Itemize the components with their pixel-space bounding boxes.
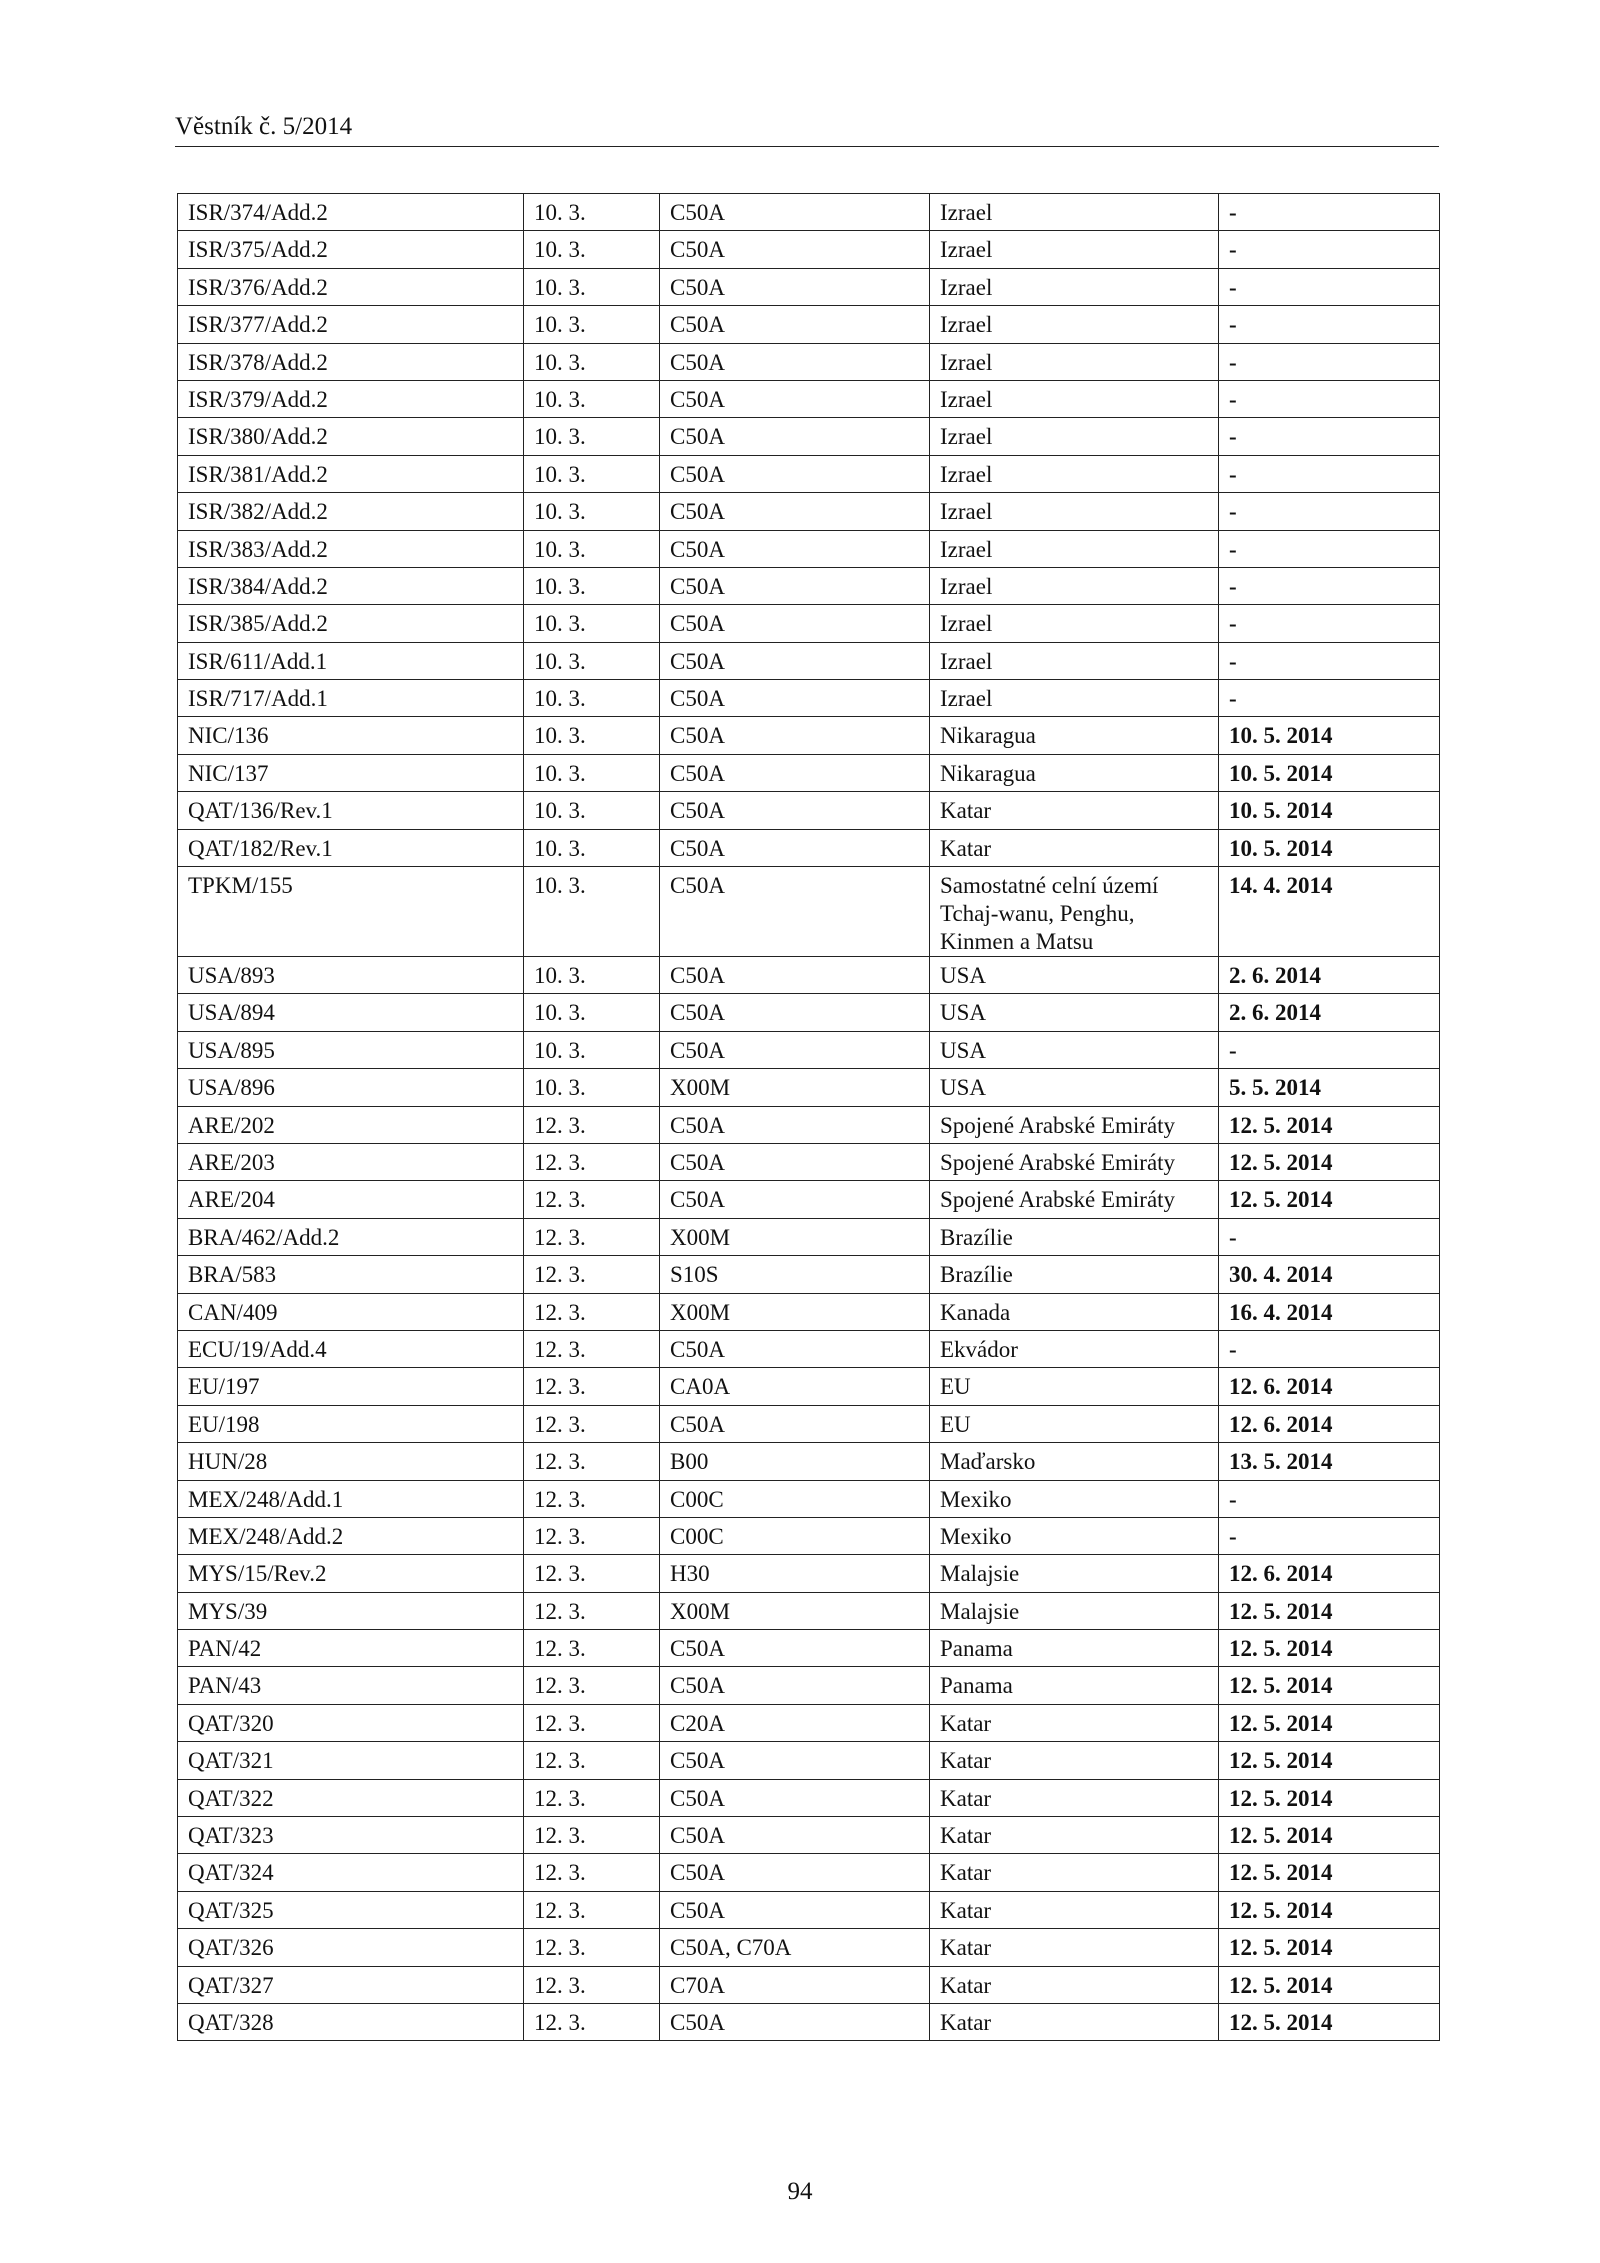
classification-cell: C50A (660, 1031, 930, 1068)
classification-cell: X00M (660, 1069, 930, 1106)
classification-cell: C50A (660, 754, 930, 791)
classification-cell: C50A (660, 680, 930, 717)
classification-cell: C50A (660, 380, 930, 417)
country-cell: Izrael (930, 231, 1219, 268)
notification-code-cell: ECU/19/Add.4 (178, 1330, 524, 1367)
country-cell: Panama (930, 1630, 1219, 1667)
country-cell: Izrael (930, 680, 1219, 717)
classification-cell: C50A (660, 957, 930, 994)
notification-code-cell: USA/894 (178, 994, 524, 1031)
notification-code-cell: EU/198 (178, 1405, 524, 1442)
notification-code-cell: QAT/322 (178, 1779, 524, 1816)
table-row (178, 493, 1440, 530)
classification-cell: C50A (660, 1181, 930, 1218)
date-cell: 10. 3. (524, 306, 660, 343)
country-cell: Kanada (930, 1293, 1219, 1330)
date-cell: 12. 3. (524, 1630, 660, 1667)
notifications-table (177, 193, 1440, 2041)
date-cell: 10. 3. (524, 380, 660, 417)
date-cell: 12. 3. (524, 1443, 660, 1480)
date-cell: 12. 3. (524, 1143, 660, 1180)
country-cell: Izrael (930, 380, 1219, 417)
deadline-cell: 10. 5. 2014 (1219, 829, 1440, 866)
classification-cell: X00M (660, 1293, 930, 1330)
table-row (178, 605, 1440, 642)
country-cell: Katar (930, 1817, 1219, 1854)
country-cell: Katar (930, 1742, 1219, 1779)
country-cell: Nikaragua (930, 717, 1219, 754)
classification-cell: X00M (660, 1592, 930, 1629)
deadline-cell: 12. 5. 2014 (1219, 1891, 1440, 1928)
deadline-cell: - (1219, 268, 1440, 305)
deadline-cell: 12. 5. 2014 (1219, 1929, 1440, 1966)
date-cell: 12. 3. (524, 1704, 660, 1741)
country-cell: Katar (930, 1854, 1219, 1891)
date-cell: 12. 3. (524, 1330, 660, 1367)
date-cell: 12. 3. (524, 1555, 660, 1592)
table-row (178, 1368, 1440, 1405)
country-cell: USA (930, 1069, 1219, 1106)
classification-cell: C50A (660, 1143, 930, 1180)
deadline-cell: - (1219, 1031, 1440, 1068)
notification-code-cell: QAT/324 (178, 1854, 524, 1891)
deadline-cell: 12. 5. 2014 (1219, 1966, 1440, 2003)
deadline-cell: 12. 6. 2014 (1219, 1405, 1440, 1442)
date-cell: 12. 3. (524, 1817, 660, 1854)
deadline-cell: 14. 4. 2014 (1219, 867, 1440, 957)
classification-cell: C50A (660, 2003, 930, 2040)
table-body (178, 194, 1440, 2041)
deadline-cell: - (1219, 418, 1440, 455)
table-row (178, 754, 1440, 791)
date-cell: 12. 3. (524, 1667, 660, 1704)
table-row (178, 1854, 1440, 1891)
deadline-cell: 2. 6. 2014 (1219, 957, 1440, 994)
deadline-cell: 10. 5. 2014 (1219, 754, 1440, 791)
country-cell: Izrael (930, 530, 1219, 567)
table-row (178, 717, 1440, 754)
deadline-cell: 12. 5. 2014 (1219, 1592, 1440, 1629)
notification-code-cell: ISR/717/Add.1 (178, 680, 524, 717)
country-cell: Brazílie (930, 1218, 1219, 1255)
notification-code-cell: QAT/325 (178, 1891, 524, 1928)
table-row (178, 642, 1440, 679)
country-cell: Malajsie (930, 1555, 1219, 1592)
notification-code-cell: ARE/204 (178, 1181, 524, 1218)
date-cell: 12. 3. (524, 1368, 660, 1405)
classification-cell: C50A (660, 493, 930, 530)
date-cell: 12. 3. (524, 1218, 660, 1255)
country-cell: Spojené Arabské Emiráty (930, 1106, 1219, 1143)
notification-code-cell: MEX/248/Add.2 (178, 1517, 524, 1554)
country-cell: Katar (930, 1929, 1219, 1966)
classification-cell: C50A (660, 567, 930, 604)
classification-cell: C50A (660, 1667, 930, 1704)
date-cell: 10. 3. (524, 829, 660, 866)
notification-code-cell: ISR/381/Add.2 (178, 455, 524, 492)
classification-cell: C50A (660, 455, 930, 492)
deadline-cell: 10. 5. 2014 (1219, 792, 1440, 829)
table-row (178, 567, 1440, 604)
date-cell: 12. 3. (524, 1480, 660, 1517)
country-cell: Izrael (930, 455, 1219, 492)
date-cell: 10. 3. (524, 680, 660, 717)
date-cell: 12. 3. (524, 1891, 660, 1928)
classification-cell: C50A (660, 306, 930, 343)
date-cell: 12. 3. (524, 1929, 660, 1966)
notification-code-cell: ISR/383/Add.2 (178, 530, 524, 567)
table-row (178, 1031, 1440, 1068)
country-cell: EU (930, 1405, 1219, 1442)
notification-code-cell: ISR/375/Add.2 (178, 231, 524, 268)
deadline-cell: 12. 5. 2014 (1219, 1817, 1440, 1854)
country-cell: Maďarsko (930, 1443, 1219, 1480)
date-cell: 10. 3. (524, 867, 660, 957)
table-row (178, 530, 1440, 567)
notification-code-cell: NIC/136 (178, 717, 524, 754)
country-cell: Katar (930, 829, 1219, 866)
table-row (178, 1667, 1440, 1704)
deadline-cell: - (1219, 455, 1440, 492)
table-row (178, 2003, 1440, 2040)
country-cell: Samostatné celní území Tchaj-wanu, Penghu, Kinmen a Matsu (930, 867, 1219, 957)
classification-cell: C50A (660, 717, 930, 754)
country-cell: Katar (930, 1966, 1219, 2003)
classification-cell: C50A (660, 1630, 930, 1667)
notification-code-cell: ISR/374/Add.2 (178, 194, 524, 231)
date-cell: 10. 3. (524, 1069, 660, 1106)
table-row (178, 231, 1440, 268)
country-cell: Mexiko (930, 1480, 1219, 1517)
deadline-cell: - (1219, 642, 1440, 679)
date-cell: 12. 3. (524, 1293, 660, 1330)
deadline-cell: - (1219, 194, 1440, 231)
deadline-cell: 12. 5. 2014 (1219, 1779, 1440, 1816)
deadline-cell: - (1219, 605, 1440, 642)
country-cell: Izrael (930, 194, 1219, 231)
country-cell: Malajsie (930, 1592, 1219, 1629)
notification-code-cell: HUN/28 (178, 1443, 524, 1480)
document-header-title: Věstník č. 5/2014 (175, 113, 353, 140)
table-row (178, 1966, 1440, 2003)
deadline-cell: 16. 4. 2014 (1219, 1293, 1440, 1330)
date-cell: 10. 3. (524, 994, 660, 1031)
date-cell: 10. 3. (524, 792, 660, 829)
classification-cell: C50A (660, 1330, 930, 1367)
date-cell: 12. 3. (524, 1181, 660, 1218)
date-cell: 12. 3. (524, 1256, 660, 1293)
deadline-cell: 12. 5. 2014 (1219, 1106, 1440, 1143)
notification-code-cell: ISR/380/Add.2 (178, 418, 524, 455)
table-row (178, 194, 1440, 231)
classification-cell: C50A (660, 1742, 930, 1779)
table-row (178, 1443, 1440, 1480)
notification-code-cell: ISR/382/Add.2 (178, 493, 524, 530)
table-row (178, 680, 1440, 717)
deadline-cell: 12. 6. 2014 (1219, 1555, 1440, 1592)
classification-cell: H30 (660, 1555, 930, 1592)
classification-cell: C50A (660, 1405, 930, 1442)
notification-code-cell: ARE/203 (178, 1143, 524, 1180)
deadline-cell: - (1219, 680, 1440, 717)
classification-cell: C50A, C70A (660, 1929, 930, 1966)
notification-code-cell: QAT/321 (178, 1742, 524, 1779)
deadline-cell: - (1219, 1480, 1440, 1517)
deadline-cell: 12. 5. 2014 (1219, 1181, 1440, 1218)
notification-code-cell: USA/893 (178, 957, 524, 994)
date-cell: 12. 3. (524, 1106, 660, 1143)
deadline-cell: 30. 4. 2014 (1219, 1256, 1440, 1293)
table-row (178, 1405, 1440, 1442)
classification-cell: C00C (660, 1480, 930, 1517)
notification-code-cell: QAT/136/Rev.1 (178, 792, 524, 829)
deadline-cell: - (1219, 493, 1440, 530)
date-cell: 10. 3. (524, 268, 660, 305)
country-cell: Izrael (930, 642, 1219, 679)
table-row (178, 829, 1440, 866)
deadline-cell: 2. 6. 2014 (1219, 994, 1440, 1031)
notification-code-cell: PAN/42 (178, 1630, 524, 1667)
country-cell: Izrael (930, 418, 1219, 455)
table-row (178, 1929, 1440, 1966)
table-row (178, 994, 1440, 1031)
classification-cell: C50A (660, 343, 930, 380)
date-cell: 12. 3. (524, 1592, 660, 1629)
country-cell: Panama (930, 1667, 1219, 1704)
notification-code-cell: QAT/327 (178, 1966, 524, 2003)
page-number: 94 (787, 2178, 813, 2205)
deadline-cell: - (1219, 530, 1440, 567)
classification-cell: CA0A (660, 1368, 930, 1405)
date-cell: 10. 3. (524, 493, 660, 530)
notification-code-cell: NIC/137 (178, 754, 524, 791)
date-cell: 10. 3. (524, 754, 660, 791)
notification-code-cell: QAT/323 (178, 1817, 524, 1854)
country-cell: Brazílie (930, 1256, 1219, 1293)
classification-cell: C50A (660, 642, 930, 679)
notification-code-cell: QAT/326 (178, 1929, 524, 1966)
date-cell: 10. 3. (524, 455, 660, 492)
notification-code-cell: MYS/39 (178, 1592, 524, 1629)
table-row (178, 268, 1440, 305)
classification-cell: X00M (660, 1218, 930, 1255)
classification-cell: C70A (660, 1966, 930, 2003)
table-row (178, 1106, 1440, 1143)
classification-cell: C00C (660, 1517, 930, 1554)
classification-cell: C50A (660, 530, 930, 567)
country-cell: Spojené Arabské Emiráty (930, 1143, 1219, 1180)
deadline-cell: 12. 5. 2014 (1219, 1630, 1440, 1667)
country-cell: Izrael (930, 343, 1219, 380)
country-cell: USA (930, 957, 1219, 994)
notification-code-cell: QAT/182/Rev.1 (178, 829, 524, 866)
table-row (178, 1630, 1440, 1667)
notification-code-cell: MEX/248/Add.1 (178, 1480, 524, 1517)
table-row (178, 418, 1440, 455)
date-cell: 12. 3. (524, 1517, 660, 1554)
date-cell: 10. 3. (524, 1031, 660, 1068)
table-row (178, 1143, 1440, 1180)
date-cell: 12. 3. (524, 2003, 660, 2040)
table-row (178, 1704, 1440, 1741)
country-cell: Katar (930, 1704, 1219, 1741)
deadline-cell: 12. 5. 2014 (1219, 2003, 1440, 2040)
country-cell: Katar (930, 792, 1219, 829)
deadline-cell: - (1219, 231, 1440, 268)
notification-code-cell: ARE/202 (178, 1106, 524, 1143)
date-cell: 10. 3. (524, 717, 660, 754)
country-cell: Katar (930, 1779, 1219, 1816)
date-cell: 10. 3. (524, 418, 660, 455)
classification-cell: C50A (660, 867, 930, 957)
header-divider (175, 146, 1439, 147)
deadline-cell: 5. 5. 2014 (1219, 1069, 1440, 1106)
notification-code-cell: QAT/320 (178, 1704, 524, 1741)
country-cell: Izrael (930, 306, 1219, 343)
date-cell: 10. 3. (524, 957, 660, 994)
country-cell: Izrael (930, 605, 1219, 642)
table-row (178, 957, 1440, 994)
classification-cell: C50A (660, 1817, 930, 1854)
table-row (178, 1218, 1440, 1255)
table-row (178, 343, 1440, 380)
country-cell: Izrael (930, 567, 1219, 604)
notification-code-cell: QAT/328 (178, 2003, 524, 2040)
date-cell: 12. 3. (524, 1966, 660, 2003)
table-row (178, 455, 1440, 492)
country-cell: Mexiko (930, 1517, 1219, 1554)
classification-cell: C50A (660, 994, 930, 1031)
classification-cell: C50A (660, 231, 930, 268)
country-cell: Katar (930, 2003, 1219, 2040)
table-row (178, 1779, 1440, 1816)
country-cell: Izrael (930, 493, 1219, 530)
country-cell: USA (930, 1031, 1219, 1068)
classification-cell: C50A (660, 1854, 930, 1891)
table-row (178, 1069, 1440, 1106)
classification-cell: C50A (660, 605, 930, 642)
deadline-cell: 12. 6. 2014 (1219, 1368, 1440, 1405)
classification-cell: B00 (660, 1443, 930, 1480)
country-cell: Izrael (930, 268, 1219, 305)
date-cell: 10. 3. (524, 567, 660, 604)
deadline-cell: - (1219, 380, 1440, 417)
table-row (178, 1330, 1440, 1367)
deadline-cell: - (1219, 343, 1440, 380)
date-cell: 10. 3. (524, 231, 660, 268)
table-row (178, 1742, 1440, 1779)
date-cell: 12. 3. (524, 1742, 660, 1779)
table-row (178, 1817, 1440, 1854)
classification-cell: C50A (660, 1106, 930, 1143)
notification-code-cell: ISR/384/Add.2 (178, 567, 524, 604)
notification-code-cell: ISR/378/Add.2 (178, 343, 524, 380)
table-row (178, 380, 1440, 417)
classification-cell: C50A (660, 792, 930, 829)
notification-code-cell: USA/896 (178, 1069, 524, 1106)
table-row (178, 1517, 1440, 1554)
country-cell: Spojené Arabské Emiráty (930, 1181, 1219, 1218)
classification-cell: C50A (660, 418, 930, 455)
notification-code-cell: ISR/379/Add.2 (178, 380, 524, 417)
deadline-cell: - (1219, 1218, 1440, 1255)
country-cell: Ekvádor (930, 1330, 1219, 1367)
date-cell: 12. 3. (524, 1854, 660, 1891)
date-cell: 12. 3. (524, 1779, 660, 1816)
deadline-cell: 12. 5. 2014 (1219, 1854, 1440, 1891)
table-row (178, 792, 1440, 829)
table-row (178, 1293, 1440, 1330)
table-row (178, 306, 1440, 343)
deadline-cell: - (1219, 1517, 1440, 1554)
notification-code-cell: ISR/376/Add.2 (178, 268, 524, 305)
table-row (178, 1555, 1440, 1592)
table-row (178, 1181, 1440, 1218)
classification-cell: C50A (660, 1891, 930, 1928)
country-cell: USA (930, 994, 1219, 1031)
deadline-cell: 12. 5. 2014 (1219, 1704, 1440, 1741)
deadline-cell: - (1219, 306, 1440, 343)
notification-code-cell: EU/197 (178, 1368, 524, 1405)
notification-code-cell: BRA/583 (178, 1256, 524, 1293)
country-cell: EU (930, 1368, 1219, 1405)
deadline-cell: 12. 5. 2014 (1219, 1143, 1440, 1180)
notification-code-cell: TPKM/155 (178, 867, 524, 957)
notification-code-cell: MYS/15/Rev.2 (178, 1555, 524, 1592)
date-cell: 10. 3. (524, 605, 660, 642)
date-cell: 10. 3. (524, 343, 660, 380)
deadline-cell: - (1219, 567, 1440, 604)
deadline-cell: - (1219, 1330, 1440, 1367)
deadline-cell: 12. 5. 2014 (1219, 1742, 1440, 1779)
country-cell: Nikaragua (930, 754, 1219, 791)
table-row (178, 1480, 1440, 1517)
notification-code-cell: ISR/385/Add.2 (178, 605, 524, 642)
notification-code-cell: BRA/462/Add.2 (178, 1218, 524, 1255)
classification-cell: C50A (660, 194, 930, 231)
date-cell: 10. 3. (524, 194, 660, 231)
deadline-cell: 13. 5. 2014 (1219, 1443, 1440, 1480)
notification-code-cell: USA/895 (178, 1031, 524, 1068)
date-cell: 12. 3. (524, 1405, 660, 1442)
deadline-cell: 12. 5. 2014 (1219, 1667, 1440, 1704)
table-row (178, 1256, 1440, 1293)
notification-code-cell: CAN/409 (178, 1293, 524, 1330)
notification-code-cell: ISR/377/Add.2 (178, 306, 524, 343)
classification-cell: C50A (660, 829, 930, 866)
classification-cell: C20A (660, 1704, 930, 1741)
notification-code-cell: ISR/611/Add.1 (178, 642, 524, 679)
country-cell: Katar (930, 1891, 1219, 1928)
date-cell: 10. 3. (524, 642, 660, 679)
classification-cell: S10S (660, 1256, 930, 1293)
date-cell: 10. 3. (524, 530, 660, 567)
table-row (178, 867, 1440, 957)
deadline-cell: 10. 5. 2014 (1219, 717, 1440, 754)
table-row (178, 1891, 1440, 1928)
classification-cell: C50A (660, 268, 930, 305)
notification-code-cell: PAN/43 (178, 1667, 524, 1704)
table-row (178, 1592, 1440, 1629)
classification-cell: C50A (660, 1779, 930, 1816)
